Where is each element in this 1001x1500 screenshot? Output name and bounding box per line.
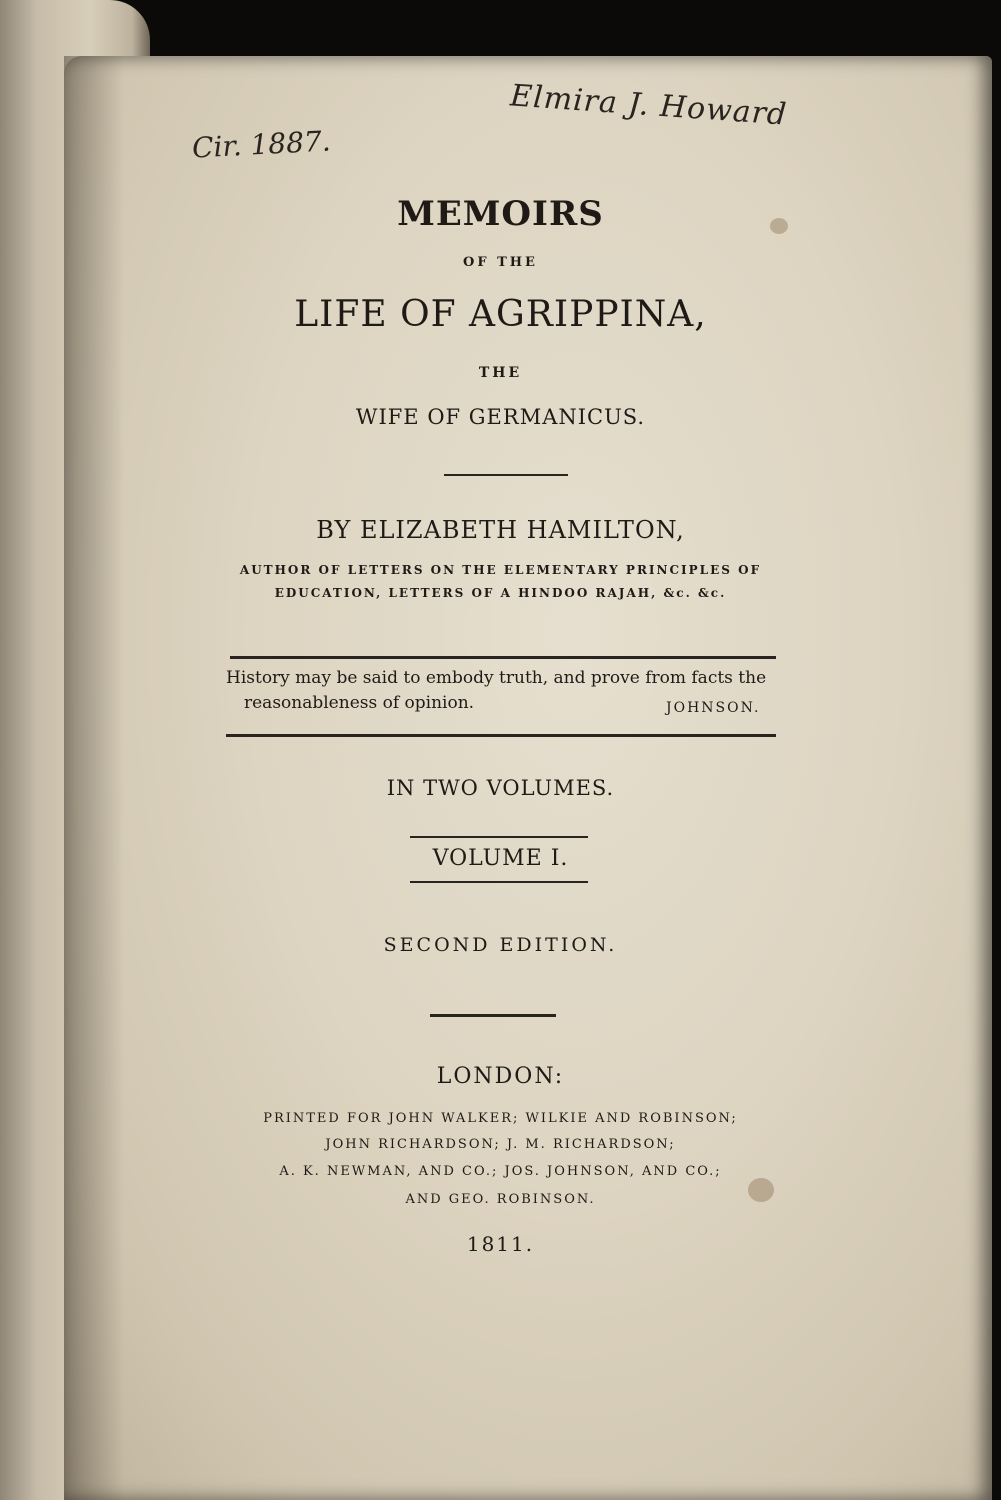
edition: SECOND EDITION. [383,934,618,956]
epigraph-top-rule [230,656,776,659]
epigraph-attribution: JOHNSON. [666,700,761,716]
volume-bottom-rule [410,881,588,883]
imprint-divider-rule [430,1014,556,1017]
printers-line-1: PRINTED FOR JOHN WALKER; WILKIE AND ROBINSON; [263,1111,738,1126]
printers-line-4: AND GEO. ROBINSON. [405,1192,596,1207]
volume-top-rule [410,836,588,838]
epigraph-line-1: History may be said to embody truth, and prove from facts the [226,668,767,688]
epigraph-bottom-rule [226,734,776,737]
title-line-wife-of-germanicus: WIFE OF GERMANICUS. [355,405,646,429]
author-credits-line-2: EDUCATION, LETTERS OF A HINDOO RAJAH, &c. &c. [274,586,727,600]
author-name: BY ELIZABETH HAMILTON, [316,516,685,544]
volume-number: VOLUME I. [432,846,569,871]
publication-year: 1811. [466,1232,535,1256]
title-line-life-of-agrippina: LIFE OF AGRIPPINA, [294,294,707,335]
printers-line-3: A. K. NEWMAN, AND CO.; JOS. JOHNSON, AND CO.; [279,1164,722,1179]
imprint-city: LONDON: [436,1064,565,1089]
date-annotation: Cir. 1887. [191,124,332,165]
volumes-note: IN TWO VOLUMES. [386,776,615,800]
title-connector-of-the: OF THE [463,255,538,270]
epigraph-line-2: reasonableness of opinion. [244,693,475,713]
title-connector-the: THE [478,365,523,381]
title-line-memoirs: MEMOIRS [397,194,604,234]
printers-line-2: JOHN RICHARDSON; J. M. RICHARDSON; [325,1137,676,1152]
owner-signature: Elmira J. Howard [509,78,789,133]
author-credits-line-1: AUTHOR OF LETTERS ON THE ELEMENTARY PRINCIPLES OF [239,563,762,577]
divider-rule [444,474,568,476]
